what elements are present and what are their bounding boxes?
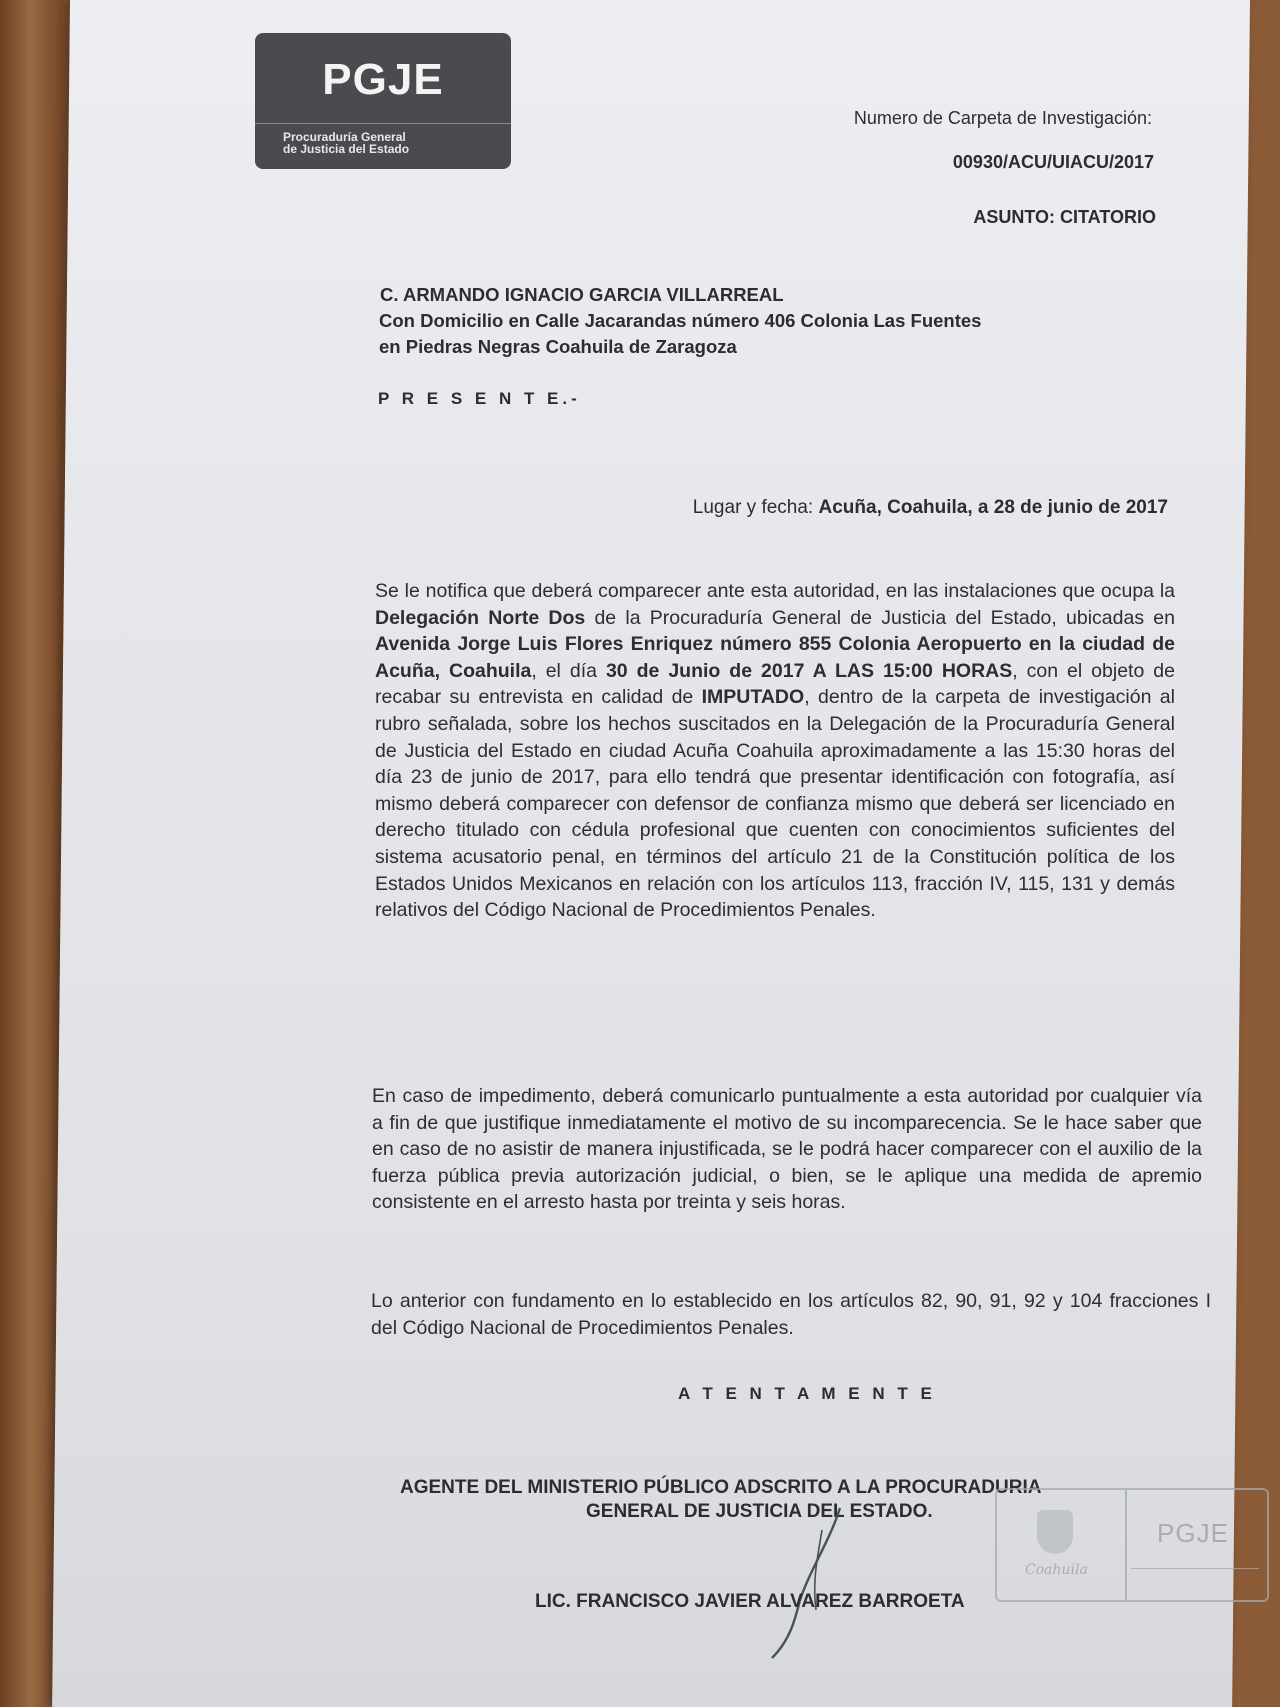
logo-subtitle-line2: de Justicia del Estado [283, 142, 410, 156]
notification-paragraph [375, 578, 1175, 924]
addressee-address-line2: en Piedras Negras Coahuila de Zaragoza [379, 336, 737, 357]
stamp-left-text: Coahuila [1025, 1562, 1088, 1578]
p1-role: IMPUTADO [701, 686, 805, 709]
closing-sincerely: A T E N T A M E N T E [678, 1384, 936, 1403]
logo-subtitle [283, 131, 493, 155]
folder-number: 00930/ACU/UIACU/2017 [952, 152, 1154, 172]
place-and-date [560, 496, 1168, 520]
logo-divider [255, 123, 511, 124]
position-line1: AGENTE DEL MINISTERIO PÚBLICO ADSCRITO A LA PROCURADURIA [400, 1477, 1042, 1498]
impediment-paragraph: En caso de impedimento, deberá comunicarlo puntualmente a esta autoridad por cualquier vía a fin de que justifique inmediatamente el motivo de su incomparecencia. Se le hace saber que en caso de no asistir de manera injustificada, se le podrá hacer comparecer con el auxilio de la fuerza pública previa autorización judicial, o bien, se le aplique una medida de apremio consistente en el arresto hasta por treinta y seis horas. [372, 1085, 1202, 1214]
p1-address: Avenida Jorge Luis Flores Enriquez número 855 Colonia Aeropuerto en la ciudad de Acuña, Coahuila [375, 633, 1175, 682]
place-date-value: Acuña, Coahuila, a 28 de junio de 2017 [818, 497, 1168, 518]
subject-line: ASUNTO: CITATORIO [973, 207, 1156, 227]
stamp-divider [1131, 1568, 1259, 1569]
pgje-logo [255, 33, 511, 169]
official-seal-stamp [995, 1488, 1269, 1602]
stamp-right-text: PGJE [1157, 1518, 1229, 1548]
addressee-name: C. ARMANDO IGNACIO GARCIA VILLARREAL [380, 284, 784, 305]
place-date-label: Lugar y fecha: [692, 497, 814, 518]
legal-basis-paragraph: Lo anterior con fundamento en lo establecido en los artículos 82, 90, 91, 92 y 104 fracciones I del Código Nacional de Procedimientos Penales. [371, 1290, 1211, 1339]
p1-datetime: 30 de Junio de 2017 A LAS 15:00 HORAS [605, 659, 1013, 682]
p1-text-1: Se le notifica que deberá comparecer ante esta autoridad, en las instalaciones que ocupa la [375, 580, 1175, 602]
p1-text-5: , dentro de la carpeta de investigación al rubro señalada, sobre los hechos suscitados en la Delegación de la Procuraduría General de Justicia del Estado en ciudad Acuña Coahuila aproximadamente a las 15:30 horas del día 23 de junio de 2017, para ello tendrá que presentar identificación con fotografía, así mismo deberá comparecer con defensor de confianza mismo que deberá ser licenciado en derecho titulado con cédula profesional que cuenten con conocimientos suficientes del sistema acusatorio penal, en términos del artículo 21 de la Constitución política de los Estados Unidos Mexicanos en relación con los artículos 113, fracción IV, 115, 131 y demás relativos del Código Nacional de Procedimientos Penales. [375, 686, 1175, 922]
folder-label: Numero de Carpeta de Investigación: [853, 108, 1152, 128]
position-line2: GENERAL DE JUSTICIA DEL ESTADO. [586, 1501, 933, 1522]
greeting: P R E S E N T E.- [378, 389, 581, 408]
p1-text-4: , con el objeto de recabar su entrevista en calidad de [375, 659, 1175, 709]
handwritten-signature [760, 1500, 880, 1660]
p1-text-2: de la Procuraduría General de Justicia del Estado, ubicadas en [585, 606, 1175, 629]
stamp-left-panel [997, 1490, 1127, 1600]
addressee-address-line1: Con Domicilio en Calle Jacarandas número 406 Colonia Las Fuentes [379, 310, 982, 331]
logo-subtitle-line1: Procuraduría General [283, 130, 406, 144]
p1-text-3: , el día [531, 659, 606, 682]
p1-delegation: Delegación Norte Dos [375, 606, 586, 629]
signer-name: LIC. FRANCISCO JAVIER ALVAREZ BARROETA [535, 1591, 965, 1612]
logo-mark: PGJE [322, 55, 444, 104]
shield-icon [1037, 1510, 1073, 1554]
